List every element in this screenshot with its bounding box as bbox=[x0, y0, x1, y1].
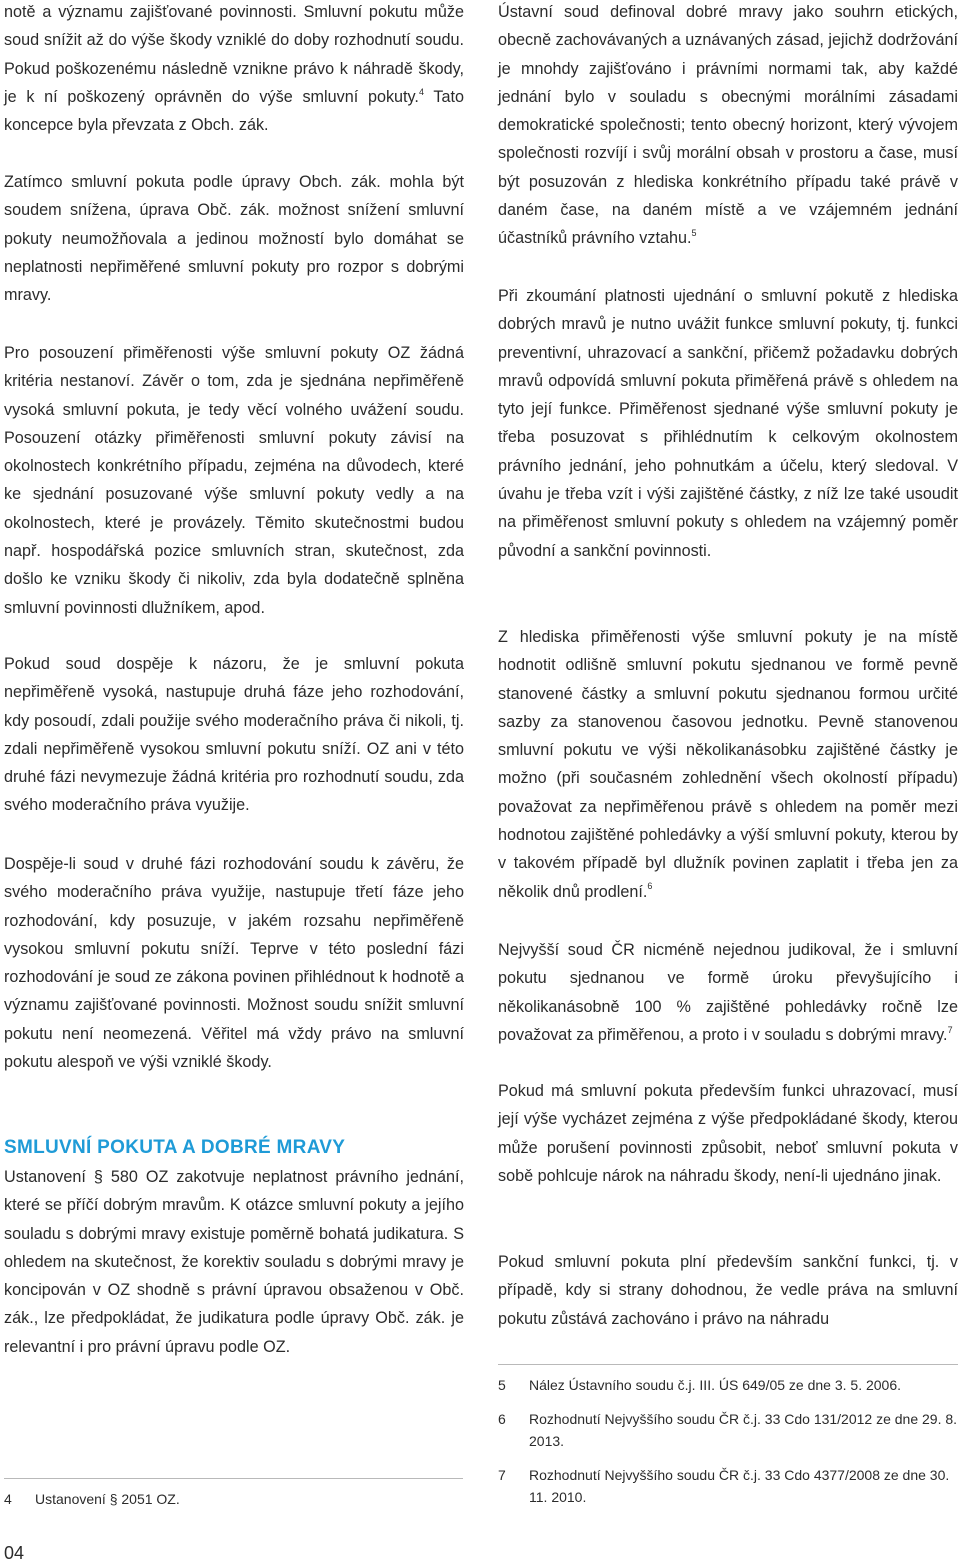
footnote-divider bbox=[4, 1478, 463, 1479]
footnote-number: 7 bbox=[498, 1467, 506, 1483]
paragraph: Pokud má smluvní pokuta především funkci uhrazovací, musí její výše vycházet zejména z výše předpokládané škody, kterou může porušení povinnosti způsobit, neboť smluvní pokuta v sobě pohlcuje nárok na náhradu škody, není-li ujednáno jinak. bbox=[498, 1082, 958, 1185]
footnote-ref[interactable]: 6 bbox=[647, 881, 653, 892]
paragraph: Pokud soud dospěje k názoru, že je smluvní pokuta nepřiměřeně vysoká, nastupuje druhá fáze jeho rozhodování, kdy posoudí, zdali použije svého moderačního práva či nikoli, tj. zdali nepřiměřeně vysokou smluvní pokutu sníží. OZ ani v této druhé fázi nevymezuje žádná kritéria pro rozhodnutí soudu, zda svého moderačního práva využije. bbox=[4, 655, 464, 815]
paragraph-text: notě a významu zajišťované povinnosti. Smluvní pokutu může soud snížit až do výše škody vzniklé do doby rozhodnutí soudu. Pokud poškozenému následně vznikne právo k náhradě škody, je k ní poškozený oprávněn do výše smluvní pokuty. bbox=[4, 3, 464, 106]
paragraph bbox=[498, 0, 958, 253]
paragraph: Ustanovení § 580 OZ zakotvuje neplatnost právního jednání, které se příčí dobrým mravům. K otázce smluvní pokuty a jejího souladu s dobrými mravy existuje poměrně bohatá judikatura. S ohledem na skutečnost, že korektiv souladu s dobrými mravy je koncipován v OZ shodně s právní úpravou obsaženou v Obč. zák., lze předpokládat, že judikatura podle úpravy Obč. zák. je relevantní i pro právní úpravu podle OZ. bbox=[4, 1168, 464, 1356]
paragraph-text: Nejvyšší soud ČR nicméně nejednou judikoval, že i smluvní pokutu sjednanou ve formě úroku převyšujícího i několikanásobně 100 % zajištěné pohledávky ročně lze považovat za přiměřenou, a proto i v souladu s dobrými mravy. bbox=[498, 941, 958, 1044]
paragraph: Zatímco smluvní pokuta podle úpravy Obch. zák. mohla být soudem snížena, úprava Obč. zák. možnost snížení smluvní pokuty neumožňovala a jedinou možností bylo domáhat se neplatnosti nepřiměřené smluvní pokuty pro rozpor s dobrými mravy. bbox=[4, 173, 464, 305]
footnote-text: Ustanovení § 2051 OZ. bbox=[35, 1491, 180, 1507]
paragraph bbox=[498, 936, 958, 1049]
footnote-number: 6 bbox=[498, 1411, 506, 1427]
paragraph: Pro posouzení přiměřenosti výše smluvní pokuty OZ žádná kritéria nestanoví. Závěr o tom, zda je sjednána nepřiměřeně vysoká smluvní pokuta, je tedy věcí volného uvážení soudu. Posouzení otázky přiměřenosti smluvní pokuty závisí na okolnostech konkrétního případu, zejména na důvodech, které ke sjednání posuzované výše smluvní pokuty vedly a na okolnostech, které je provázely. Těmito skutečnostmi budou např. hospodářská pozice smluvních stran, skutečnost, zda došlo ke vzniku škody či nikoliv, zda byla dodatečně splněna smluvní povinnosti dlužníkem, apod. bbox=[4, 344, 464, 617]
section-heading: SMLUVNÍ POKUTA A DOBRÉ MRAVY bbox=[4, 1137, 346, 1158]
footnote-text: Rozhodnutí Nejvyššího soudu ČR č.j. 33 Cdo 4377/2008 ze dne 30. 11. 2010. bbox=[529, 1467, 950, 1505]
paragraph-text: Ústavní soud definoval dobré mravy jako souhrn etických, obecně zachovávaných a uznávaných zásad, jejichž dodržování je mnohdy zajišťováno i právními normami tak, aby každé jednání bylo v souladu s obecnými morálními zásadami demokratické společnosti; tento obecný horizont, který vývojem společnosti rozvíjí i svůj morální obsah v prostoru a čase, musí být posuzován z hlediska konkrétního případu také právě v daném čase, na daném místě a ve vzájemném jednání účastníků právního vztahu. bbox=[498, 3, 958, 248]
footnote-number: 4 bbox=[4, 1491, 12, 1507]
footnote-number: 5 bbox=[498, 1377, 506, 1393]
paragraph: Při zkoumání platnosti ujednání o smluvní pokutě z hlediska dobrých mravů je nutno uvážit funkce smluvní pokuty, tj. funkci preventivní, uhrazovací a sankční, přičemž požadavku dobrých mravů odpovídá smluvní pokuta přiměřená právě s ohledem na tyto její funkce. Přiměřenost sjednané výše smluvní pokuty je třeba posuzovat s přihlédnutím k celkovým okolnostem právního jednání, jeho pohnutkám a účelu, který sledoval. V úvahu je třeba vzít i výši zajištěné částky, z níž lze také usoudit na přiměřenost smluvní pokuty s ohledem na vzájemný poměr původní a sankční povinnosti. bbox=[498, 287, 958, 560]
paragraph bbox=[498, 623, 958, 906]
paragraph-text: Tato koncepce byla převzata z Obch. zák. bbox=[4, 87, 464, 135]
paragraph bbox=[4, 0, 464, 139]
footnote-text: Nález Ústavního soudu č.j. III. ÚS 649/05 ze dne 3. 5. 2006. bbox=[529, 1377, 902, 1393]
footnote-ref[interactable]: 5 bbox=[691, 227, 697, 238]
footnote-ref[interactable]: 7 bbox=[947, 1024, 953, 1035]
footnote-ref[interactable]: 4 bbox=[418, 86, 424, 97]
paragraph: Dospěje-li soud v druhé fázi rozhodování soudu k závěru, že svého moderačního práva využije, nastupuje třetí fáze jeho rozhodování, kdy posuzuje, v jakém rozsahu nepřiměřeně vysokou smluvní pokutu sníží. Teprve v této poslední fázi rozhodování je soud ze zákona povinen přihlédnout k hodnotě a významu zajišťované povinnosti. Možnost soudu snížit smluvní pokutu není neomezená. Věřitel má vždy právo na smluvní pokutu alespoň ve výši vzniklé škody. bbox=[4, 855, 464, 1072]
page-number: 04 bbox=[4, 1543, 25, 1563]
paragraph: Pokud smluvní pokuta plní především sankční funkci, tj. v případě, kdy si strany dohodnou, že vedle práva na smluvní pokutu zůstává zachováno i právo na náhradu bbox=[498, 1253, 958, 1328]
footnote-text: Rozhodnutí Nejvyššího soudu ČR č.j. 33 Cdo 131/2012 ze dne 29. 8. 2013. bbox=[529, 1411, 958, 1449]
footnote-divider bbox=[498, 1364, 958, 1365]
paragraph-text: Z hlediska přiměřenosti výše smluvní pokuty je na místě hodnotit odlišně smluvní pokutu sjednanou ve formě pevně stanovené částky a smluvní pokutu sjednanou formou určité sazby za stanovenou časovou jednotku. Pevně stanovenou smluvní pokutu ve výši několikanásobku zajištěné částky je možno (při současném zohlednění všech okolností případu) považovat za nepřiměřenou právě s ohledem na poměr mezi hodnotou zajištěné pohledávky a výší smluvní pokuty, kterou by v takovém případě byl dlužník povinen zaplatit i třeba jen za několik dnů prodlení. bbox=[498, 628, 958, 901]
